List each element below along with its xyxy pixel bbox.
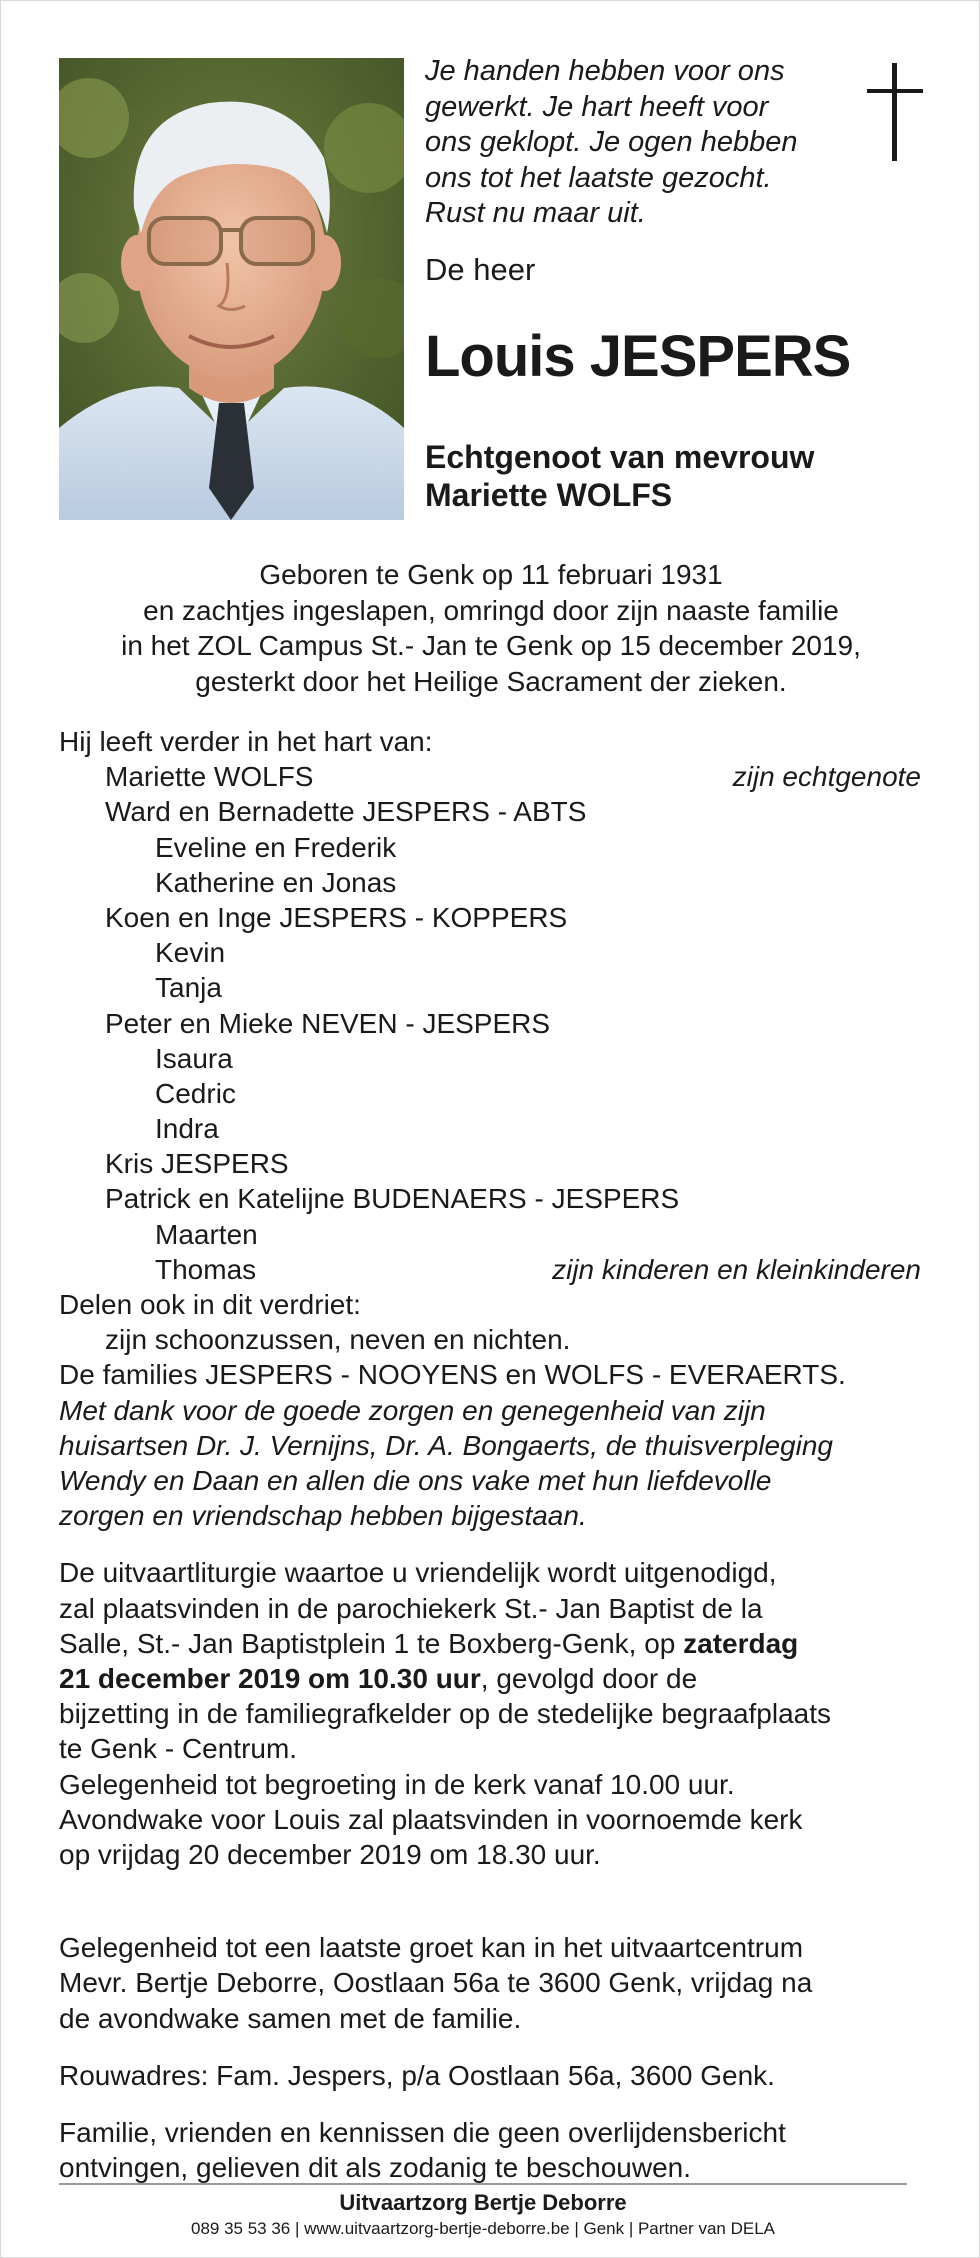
spouse-line: Mariette WOLFS: [425, 477, 673, 513]
closing-note: [59, 2115, 921, 2185]
funeral-line: Avondwake voor Louis zal plaatsvinden in voornoemde kerk: [59, 1803, 803, 1835]
mourning-address: [59, 2058, 921, 2093]
relation-note: zijn echtgenote: [732, 761, 921, 793]
funeral-line: [59, 1661, 921, 1696]
funeral-text: , gevolgd door de: [480, 1662, 698, 1694]
sorrow-intro: Delen ook in dit verdriet:: [59, 1289, 361, 1320]
address-line: Rouwadres: Fam. Jespers, p/a Oostlaan 56a, 3600 Genk.: [59, 2059, 775, 2091]
funeral-line: op vrijdag 20 december 2019 om 18.30 uur.: [59, 1839, 601, 1870]
funeral-date-bold: zaterdag: [683, 1627, 799, 1659]
deceased-name: Louis JESPERS: [425, 324, 851, 389]
salutation: De heer: [425, 252, 536, 287]
family-member: Kevin: [155, 937, 226, 969]
funeral-line: te Genk - Centrum.: [59, 1733, 298, 1765]
family-member: Katherine en Jonas: [155, 866, 397, 898]
family-member: Koen en Inge JESPERS - KOPPERS: [105, 901, 568, 933]
funeral-home-contact: 089 35 53 36 | www.uitvaartzorg-bertje-deborre.be | Genk | Partner van DELA: [190, 2219, 775, 2238]
footer: [59, 2183, 907, 2242]
portrait-photo: [59, 58, 404, 520]
relation-note: zijn kinderen en kleinkinderen: [552, 1253, 921, 1285]
family-member: Kris JESPERS: [105, 1148, 289, 1180]
families-line: De families JESPERS - NOOYENS en WOLFS - EVERAERTS.: [59, 1359, 846, 1391]
family-member: Indra: [155, 1113, 219, 1145]
poem: [425, 54, 845, 232]
birth-death-info: [1, 557, 980, 699]
family-member: Maarten: [155, 1218, 258, 1250]
funeral-home-name: Uitvaartzorg Bertje Deborre: [339, 2190, 627, 2215]
thanks-line: zorgen en vriendschap hebben bijgestaan.: [59, 1500, 587, 1532]
poem-line: Rust nu maar uit.: [425, 197, 646, 229]
closing-line: ontvingen, gelieven dit als zodanig te beschouwen.: [59, 2152, 691, 2184]
family-intro: Hij leeft verder in het hart van:: [59, 726, 433, 757]
funeral-text: Salle, St.- Jan Baptistplein 1 te Boxberg-Genk, op: [59, 1627, 684, 1659]
family-member: Ward en Bernadette JESPERS - ABTS: [105, 796, 587, 828]
closing-line: Familie, vrienden en kennissen die geen overlijdensbericht: [59, 2117, 786, 2149]
poem-line: gewerkt. Je hart heeft voor: [425, 90, 769, 123]
funeral-line: zal plaatsvinden in de parochiekerk St.- Jan Baptist de la: [59, 1592, 763, 1624]
farewell-line: Mevr. Bertje Deborre, Oostlaan 56a te 3600 Genk, vrijdag na: [59, 1967, 813, 1999]
birth-line: gesterkt door het Heilige Sacrament der zieken.: [195, 665, 787, 697]
thanks-line: Met dank voor de goede zorgen en genegenheid van zijn: [59, 1394, 766, 1426]
thanks-line: huisartsen Dr. J. Vernijns, Dr. A. Bongaerts, de thuisverpleging: [59, 1429, 833, 1461]
farewell-info: [59, 1930, 921, 2036]
birth-line: Geboren te Genk op 11 februari 1931: [259, 559, 723, 590]
funeral-date-bold: 21 december 2019 om 10.30 uur: [59, 1662, 481, 1694]
thanks-line: Wendy en Daan en allen die ons vake met hun liefdevolle: [59, 1464, 772, 1496]
spouse-info: [425, 438, 814, 514]
cross-icon: [867, 63, 923, 161]
family-member-spouse: [59, 759, 921, 794]
funeral-line: [59, 1626, 921, 1661]
family-member: Isaura: [155, 1042, 233, 1074]
body-text: [59, 724, 921, 2185]
birth-line: en zachtjes ingeslapen, omringd door zijn naaste familie: [143, 594, 839, 626]
family-member: Eveline en Frederik: [155, 831, 397, 863]
family-member-last: [59, 1252, 921, 1287]
birth-line: in het ZOL Campus St.- Jan te Genk op 15 december 2019,: [121, 630, 861, 661]
poem-line: ons tot het laatste gezocht.: [425, 161, 772, 194]
family-member: Tanja: [155, 972, 222, 1004]
family-member: Cedric: [155, 1077, 236, 1109]
funeral-line: De uitvaartliturgie waartoe u vriendelijk wordt uitgenodigd,: [59, 1557, 777, 1589]
funeral-line: bijzetting in de familiegrafkelder op de stedelijke begraafplaats: [59, 1698, 832, 1730]
spouse-line: Echtgenoot van mevrouw: [425, 439, 815, 475]
family-member-name: Thomas: [155, 1253, 257, 1285]
funeral-info: [59, 1555, 921, 1872]
poem-line: Je handen hebben voor ons: [425, 55, 785, 87]
funeral-line: Gelegenheid tot begroeting in de kerk vanaf 10.00 uur.: [59, 1768, 735, 1800]
siblings-line: zijn schoonzussen, neven en nichten.: [105, 1324, 571, 1356]
farewell-line: Gelegenheid tot een laatste groet kan in het uitvaartcentrum: [59, 1932, 804, 1964]
family-member-name: Mariette WOLFS: [105, 761, 314, 793]
farewell-line: de avondwake samen met de familie.: [59, 2002, 522, 2034]
family-member: Peter en Mieke NEVEN - JESPERS: [105, 1007, 551, 1039]
family-member: Patrick en Katelijne BUDENAERS - JESPERS: [105, 1183, 680, 1215]
poem-line: ons geklopt. Je ogen hebben: [425, 126, 798, 158]
